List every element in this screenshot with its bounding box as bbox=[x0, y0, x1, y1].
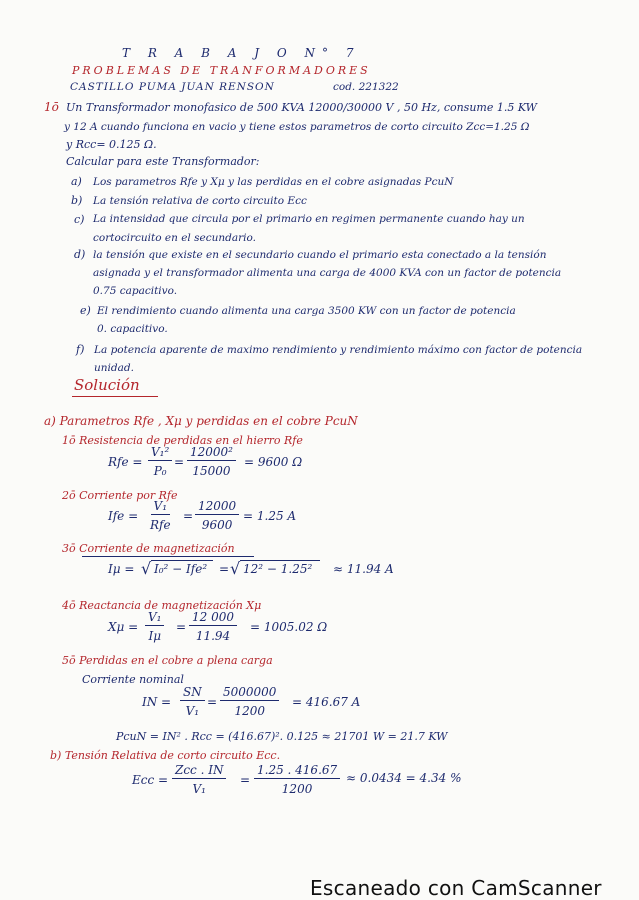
copper-loss-equation: PcuN = IN² . Rcc = (416.67)². 0.125 ≈ 21701 W = 21.7 KW bbox=[116, 730, 448, 743]
item-f-text: La potencia aparente de maximo rendimiento y rendimiento máximo con factor de potencia bbox=[94, 344, 583, 356]
step-1-fraction-2-num: 12000² bbox=[187, 446, 236, 461]
part-b-result: ≈ 0.0434 = 4.34 % bbox=[346, 771, 462, 785]
problem-line-2: y 12 A cuando funciona en vacio y tiene estos parametros de corto circuito Zcc=1.25 Ω bbox=[64, 121, 530, 133]
solution-underline bbox=[72, 396, 158, 397]
part-b-fraction-1-den: V₁ bbox=[192, 782, 206, 796]
step-5-result: = 416.67 A bbox=[292, 695, 361, 709]
part-b-fraction-1-num: Zcc . IN bbox=[172, 764, 226, 779]
sqrt-sign-2: √ bbox=[230, 559, 241, 578]
step-4-eq: = bbox=[176, 620, 187, 634]
step-3-radicand-1: I₀² − Ife² bbox=[154, 562, 208, 576]
item-b-text: La tensión relativa de corto circuito Ecc bbox=[93, 195, 307, 207]
step-4-fraction-1-num: V₁ bbox=[145, 611, 164, 626]
part-b-eq: = bbox=[240, 773, 251, 787]
sqrt-bar-2 bbox=[240, 560, 320, 561]
item-a-label: a) bbox=[71, 175, 82, 188]
item-c-label: c) bbox=[74, 213, 85, 226]
problem-line-3: y Rcc= 0.125 Ω. bbox=[66, 138, 157, 151]
solution-heading: Solución bbox=[74, 376, 140, 394]
step-1-lhs: Rfe = bbox=[108, 455, 143, 469]
step-3-result: ≈ 11.94 A bbox=[333, 562, 394, 576]
step-1-fraction-1 bbox=[148, 446, 172, 477]
step-4-fraction-2 bbox=[189, 611, 237, 642]
step-2-fraction-2-num: 12000 bbox=[195, 500, 239, 515]
assignment-subtitle: PROBLEMAS DE TRANFORMADORES bbox=[72, 64, 371, 77]
step-3-lhs: Iμ = bbox=[108, 562, 135, 576]
problem-line-1: Un Transformador monofasico de 500 KVA 12000/30000 V , 50 Hz, consume 1.5 KW bbox=[66, 101, 537, 114]
item-c-text-2: cortocircuito en el secundario. bbox=[93, 232, 256, 244]
step-5-fraction-2-num: 5000000 bbox=[220, 686, 279, 701]
step-4-result: = 1005.02 Ω bbox=[250, 620, 328, 634]
item-f-label: f) bbox=[76, 343, 85, 356]
item-b-label: b) bbox=[71, 194, 83, 207]
item-e-label: e) bbox=[80, 304, 91, 317]
step-5-title: 5ō Perdidas en el cobre a plena carga bbox=[62, 654, 273, 667]
step-4-lhs: Xμ = bbox=[108, 620, 139, 634]
student-code: cod. 221322 bbox=[333, 81, 399, 93]
step-2-result: = 1.25 A bbox=[243, 509, 297, 523]
step-5-eq: = bbox=[207, 695, 218, 709]
step-1-fraction-2-den: 15000 bbox=[192, 464, 231, 478]
step-3-title: 3ō Corriente de magnetización bbox=[62, 542, 235, 555]
step-1-eq: = bbox=[174, 455, 185, 469]
assignment-title: T R A B A J O N° 7 bbox=[122, 46, 361, 60]
step-2-fraction-1 bbox=[150, 500, 171, 531]
step-1-fraction-2 bbox=[187, 446, 236, 477]
step-3-eq: = bbox=[219, 562, 230, 576]
step-4-fraction-1-den: Iμ bbox=[148, 629, 162, 643]
problem-number: 1ō bbox=[44, 100, 59, 114]
step-5-fraction-1 bbox=[180, 686, 205, 717]
item-e-text-2: 0. capacitivo. bbox=[97, 323, 168, 335]
step-5-fraction-1-den: V₁ bbox=[185, 704, 200, 718]
item-a-text: Los parametros Rfe y Xμ y las perdidas en el cobre asignadas PcuN bbox=[93, 176, 454, 188]
step-4-fraction-1 bbox=[145, 611, 164, 642]
item-d-text-2: asignada y el transformador alimenta una carga de 4000 KVA con un factor de potencia bbox=[93, 267, 562, 279]
item-d-text-3: 0.75 capacitivo. bbox=[93, 285, 178, 297]
student-name: CASTILLO PUMA JUAN RENSON bbox=[70, 81, 275, 93]
part-b-fraction-2-num: 1.25 . 416.67 bbox=[254, 764, 340, 779]
step-5-lhs: IN = bbox=[142, 695, 172, 709]
part-a-heading: a) Parametros Rfe , Xμ y perdidas en el cobre PcuN bbox=[44, 414, 358, 428]
step-4-fraction-2-num: 12 000 bbox=[189, 611, 237, 626]
scanner-watermark: Escaneado con CamScanner bbox=[310, 876, 602, 900]
step-5-fraction-1-num: SN bbox=[180, 686, 205, 701]
part-b-lhs: Ecc = bbox=[132, 773, 169, 787]
part-b-fraction-1 bbox=[172, 764, 226, 795]
step-5-subtitle: Corriente nominal bbox=[82, 673, 184, 686]
item-d-label: d) bbox=[74, 248, 86, 261]
step-5-fraction-2 bbox=[220, 686, 279, 717]
step-4-title: 4ō Reactancia de magnetización Xμ bbox=[62, 599, 262, 612]
step-1-fraction-1-num: V₁² bbox=[148, 446, 172, 461]
step-2-fraction-2-den: 9600 bbox=[201, 518, 233, 532]
step-4-fraction-2-den: 11.94 bbox=[195, 629, 231, 643]
item-d-text: la tensión que existe en el secundario cuando el primario esta conectado a la tensión bbox=[93, 249, 547, 261]
item-c-text: La intensidad que circula por el primario en regimen permanente cuando hay un bbox=[93, 213, 525, 225]
sqrt-sign-1: √ bbox=[141, 559, 152, 578]
step-1-title: 1ō Resistencia de perdidas en el hierro Rfe bbox=[62, 434, 303, 447]
part-b-heading: b) Tensión Relativa de corto circuito Ecc. bbox=[50, 749, 281, 762]
item-e-text: El rendimiento cuando alimenta una carga 3500 KW con un factor de potencia bbox=[97, 305, 516, 317]
step-2-title: 2ō Corriente por Rfe bbox=[62, 489, 178, 502]
step-2-fraction-1-num: V₁ bbox=[151, 500, 170, 515]
step-2-eq: = bbox=[183, 509, 194, 523]
step-2-lhs: Ife = bbox=[108, 509, 139, 523]
sqrt-bar-1 bbox=[151, 560, 213, 561]
step-3-underline bbox=[82, 556, 254, 557]
part-b-fraction-2-den: 1200 bbox=[281, 782, 313, 796]
step-2-fraction-1-den: Rfe bbox=[150, 518, 171, 532]
step-2-fraction-2 bbox=[195, 500, 239, 531]
part-b-fraction-2 bbox=[254, 764, 340, 795]
step-1-fraction-1-den: P₀ bbox=[153, 464, 167, 478]
step-3-radicand-2: 12² − 1.25² bbox=[243, 562, 313, 576]
step-1-result: = 9600 Ω bbox=[244, 455, 303, 469]
step-5-fraction-2-den: 1200 bbox=[234, 704, 265, 718]
problem-line-4: Calcular para este Transformador: bbox=[66, 155, 260, 168]
item-f-text-2: unidad. bbox=[94, 362, 134, 374]
